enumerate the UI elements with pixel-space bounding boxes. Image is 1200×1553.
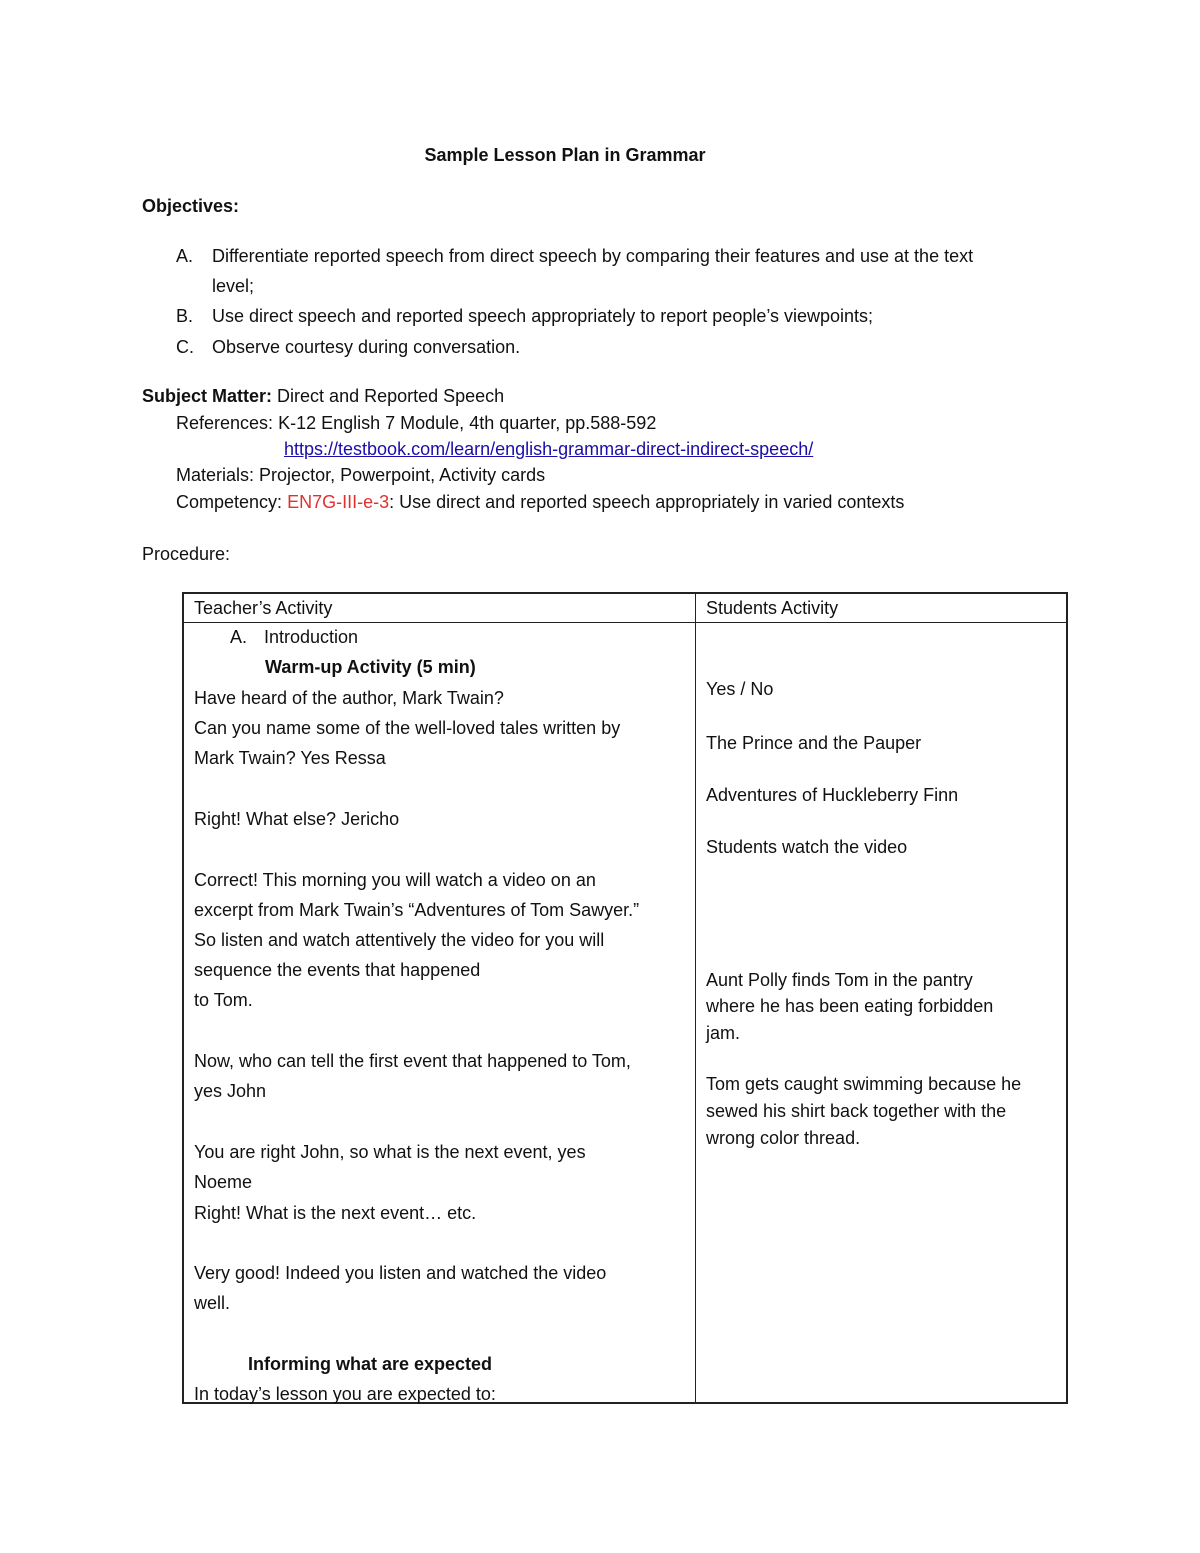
informing-heading: Informing what are expected — [248, 1354, 493, 1374]
warmup-heading: Warm-up Activity (5 min) — [265, 657, 476, 677]
student-line: Tom gets caught swimming because he — [706, 1074, 1022, 1094]
teacher-line: Right! What else? Jericho — [194, 809, 400, 829]
competency-colon: : — [389, 492, 395, 512]
references-line — [176, 413, 656, 434]
section-letter: A. — [230, 627, 248, 647]
column-divider — [695, 594, 696, 1402]
student-line: The Prince and the Pauper — [706, 733, 922, 753]
header-divider — [184, 622, 1066, 623]
student-line: Adventures of Huckleberry Finn — [706, 785, 959, 805]
teacher-line: excerpt from Mark Twain’s “Adventures of Tom Sawyer.” — [194, 900, 640, 920]
competency-label: Competency: — [176, 492, 283, 512]
teacher-line: Right! What is the next event… etc. — [194, 1203, 477, 1223]
student-line: where he has been eating forbidden — [706, 996, 994, 1016]
teacher-line: Mark Twain? Yes Ressa — [194, 748, 386, 768]
teacher-line: Noeme — [194, 1172, 253, 1192]
page-title: Sample Lesson Plan in Grammar — [424, 145, 706, 165]
teacher-line: Can you name some of the well-loved tales written by — [194, 718, 621, 738]
subject-matter-line — [142, 386, 504, 407]
objective-text: Differentiate reported speech from direct speech by comparing their features and use at the text — [212, 246, 974, 266]
teacher-line: well. — [194, 1293, 231, 1313]
objective-letter: C. — [176, 337, 194, 357]
competency-text: Use direct and reported speech appropriately in varied contexts — [399, 492, 905, 512]
teacher-line: to Tom. — [194, 990, 253, 1010]
student-line: jam. — [706, 1023, 741, 1043]
teacher-line: Now, who can tell the first event that happened to Tom, — [194, 1051, 631, 1071]
objective-letter: A. — [176, 246, 194, 266]
materials-value: Projector, Powerpoint, Activity cards — [259, 465, 546, 485]
teacher-line: Correct! This morning you will watch a video on an — [194, 870, 596, 890]
objective-text: Observe courtesy during conversation. — [212, 337, 521, 357]
materials-label: Materials: — [176, 465, 255, 485]
header-teacher-activity: Teacher’s Activity — [194, 598, 333, 618]
references-label: References: — [176, 413, 274, 433]
teacher-line: sequence the events that happened — [194, 960, 481, 980]
teacher-line: You are right John, so what is the next event, yes — [194, 1142, 586, 1162]
teacher-line: Very good! Indeed you listen and watched the video — [194, 1263, 607, 1283]
subject-matter-value: Direct and Reported Speech — [277, 386, 505, 406]
competency-code: EN7G-III-e-3 — [287, 492, 390, 512]
student-line: Students watch the video — [706, 837, 908, 857]
objective-text: Use direct speech and reported speech appropriately to report people’s viewpoints; — [212, 306, 874, 326]
competency-line — [176, 492, 904, 513]
section-title: Introduction — [264, 627, 359, 647]
header-students-activity: Students Activity — [706, 598, 839, 618]
student-line: Aunt Polly finds Tom in the pantry — [706, 970, 973, 990]
objectives-heading: Objectives: — [142, 196, 240, 216]
subject-matter-label: Subject Matter: — [142, 386, 273, 406]
teacher-line: So listen and watch attentively the video for you will — [194, 930, 605, 950]
student-line: wrong color thread. — [706, 1128, 861, 1148]
references-value: K-12 English 7 Module, 4th quarter, pp.588-592 — [278, 413, 657, 433]
procedure-heading: Procedure: — [142, 544, 231, 564]
student-line: Yes / No — [706, 679, 774, 699]
procedure-table — [182, 592, 1068, 1404]
objective-letter: B. — [176, 306, 194, 326]
student-line: sewed his shirt back together with the — [706, 1101, 1007, 1121]
reference-link[interactable]: https://testbook.com/learn/english-grammar-direct-indirect-speech/ — [284, 439, 814, 459]
teacher-line: Have heard of the author, Mark Twain? — [194, 688, 504, 708]
materials-line — [176, 465, 545, 486]
objective-text-continued: level; — [212, 276, 255, 296]
teacher-line: yes John — [194, 1081, 267, 1101]
teacher-line: In today’s lesson you are expected to: — [194, 1384, 496, 1404]
